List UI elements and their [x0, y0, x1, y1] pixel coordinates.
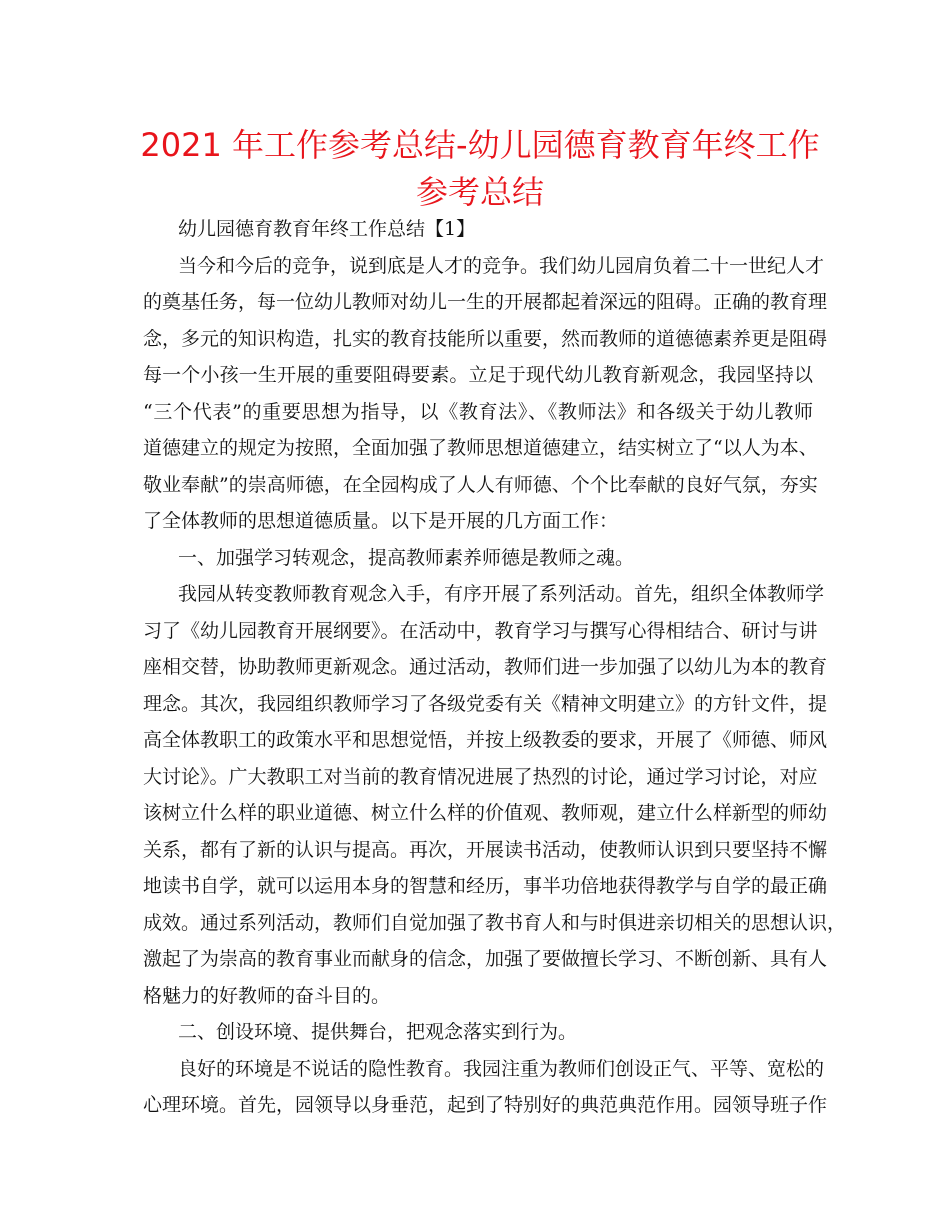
text-line: 座相交替，协助教师更新观念。通过活动，教师们进一步加强了以幼儿为本的教育 — [143, 656, 828, 678]
text-line: 心理环境。首先，园领导以身垂范，起到了特别好的典范典范作用。园领导班子作 — [143, 1094, 828, 1116]
text-line: 良好的环境是不说话的隐性教育。我园注重为教师们创设正气、平等、宽松的 — [178, 1058, 825, 1080]
section-heading: 一、加强学习转观念，提高教师素养师德是教师之魂。 — [178, 547, 635, 569]
text-line: 我园从转变教师教育观念入手，有序开展了系列活动。首先，组织全体教师学 — [178, 583, 825, 605]
section-heading: 二、创设环境、提供舞台，把观念落实到行为。 — [178, 1021, 578, 1043]
text-line: 每一个小孩一生开展的重要阻碍要素。立足于现代幼儿教育新观念，我园坚持以 — [143, 364, 813, 386]
text-line: 习了《幼儿园教育开展纲要》。在活动中，教育学习与撰写心得相结合、研讨与讲 — [143, 620, 818, 642]
text-line: 格魅力的好教师的奋斗目的。 — [143, 985, 391, 1007]
text-line: 道德建立的规定为按照，全面加强了教师思想道德建立，结实树立了“以人为本、 — [143, 437, 818, 459]
text-line: 大讨论》。广大教职工对当前的教育情况进展了热烈的讨论，通过学习讨论，对应 — [143, 766, 818, 788]
text-line: 地读书自学，就可以运用本身的智慧和经历，事半功倍地获得教学与自学的最正确 — [143, 875, 828, 897]
text-line: “三个代表”的重要思想为指导，以《教育法》、《教师法》和各级关于幼儿教师 — [143, 401, 813, 423]
text-line: 成效。通过系列活动，教师们自觉加强了教书育人和与时俱进亲切相关的思想认识， — [143, 912, 847, 934]
section-heading: 幼儿园德育教育年终工作总结【1】 — [178, 218, 476, 240]
text-line: 的奠基任务，每一位幼儿教师对幼儿一生的开展都起着深远的阻碍。正确的教育理 — [143, 291, 828, 313]
text-line: 了全体教师的思想道德质量。以下是开展的几方面工作： — [143, 510, 619, 532]
text-line: 激起了为崇高的教育事业而献身的信念，加强了要做擅长学习、不断创新、具有人 — [143, 948, 828, 970]
text-line: 该树立什么样的职业道德、树立什么样的价值观、教师观，建立什么样新型的师幼 — [143, 802, 828, 824]
text-line: 敬业奉献”的崇高师德，在全园构成了人人有师德、个个比奉献的良好气氛，夯实 — [143, 474, 818, 496]
document-title-line-2: 参考总结 — [415, 173, 544, 211]
text-line: 当今和今后的竞争，说到底是人才的竞争。我们幼儿园肩负着二十一世纪人才 — [178, 255, 825, 277]
text-line: 高全体教职工的政策水平和思想觉悟，并按上级教委的要求，开展了《师德、师风 — [143, 729, 828, 751]
document-title-line-1: 2021 年工作参考总结-幼儿园德育教育年终工作 — [140, 126, 820, 164]
text-line: 关系，都有了新的认识与提高。再次，开展读书活动，使教师认识到只要坚持不懈 — [143, 839, 828, 861]
text-line: 理念。其次，我园组织教师学习了各级党委有关《精神文明建立》的方针文件，提 — [143, 693, 828, 715]
text-line: 念，多元的知识构造，扎实的教育技能所以重要，然而教师的道德德素养更是阻碍 — [143, 328, 828, 350]
